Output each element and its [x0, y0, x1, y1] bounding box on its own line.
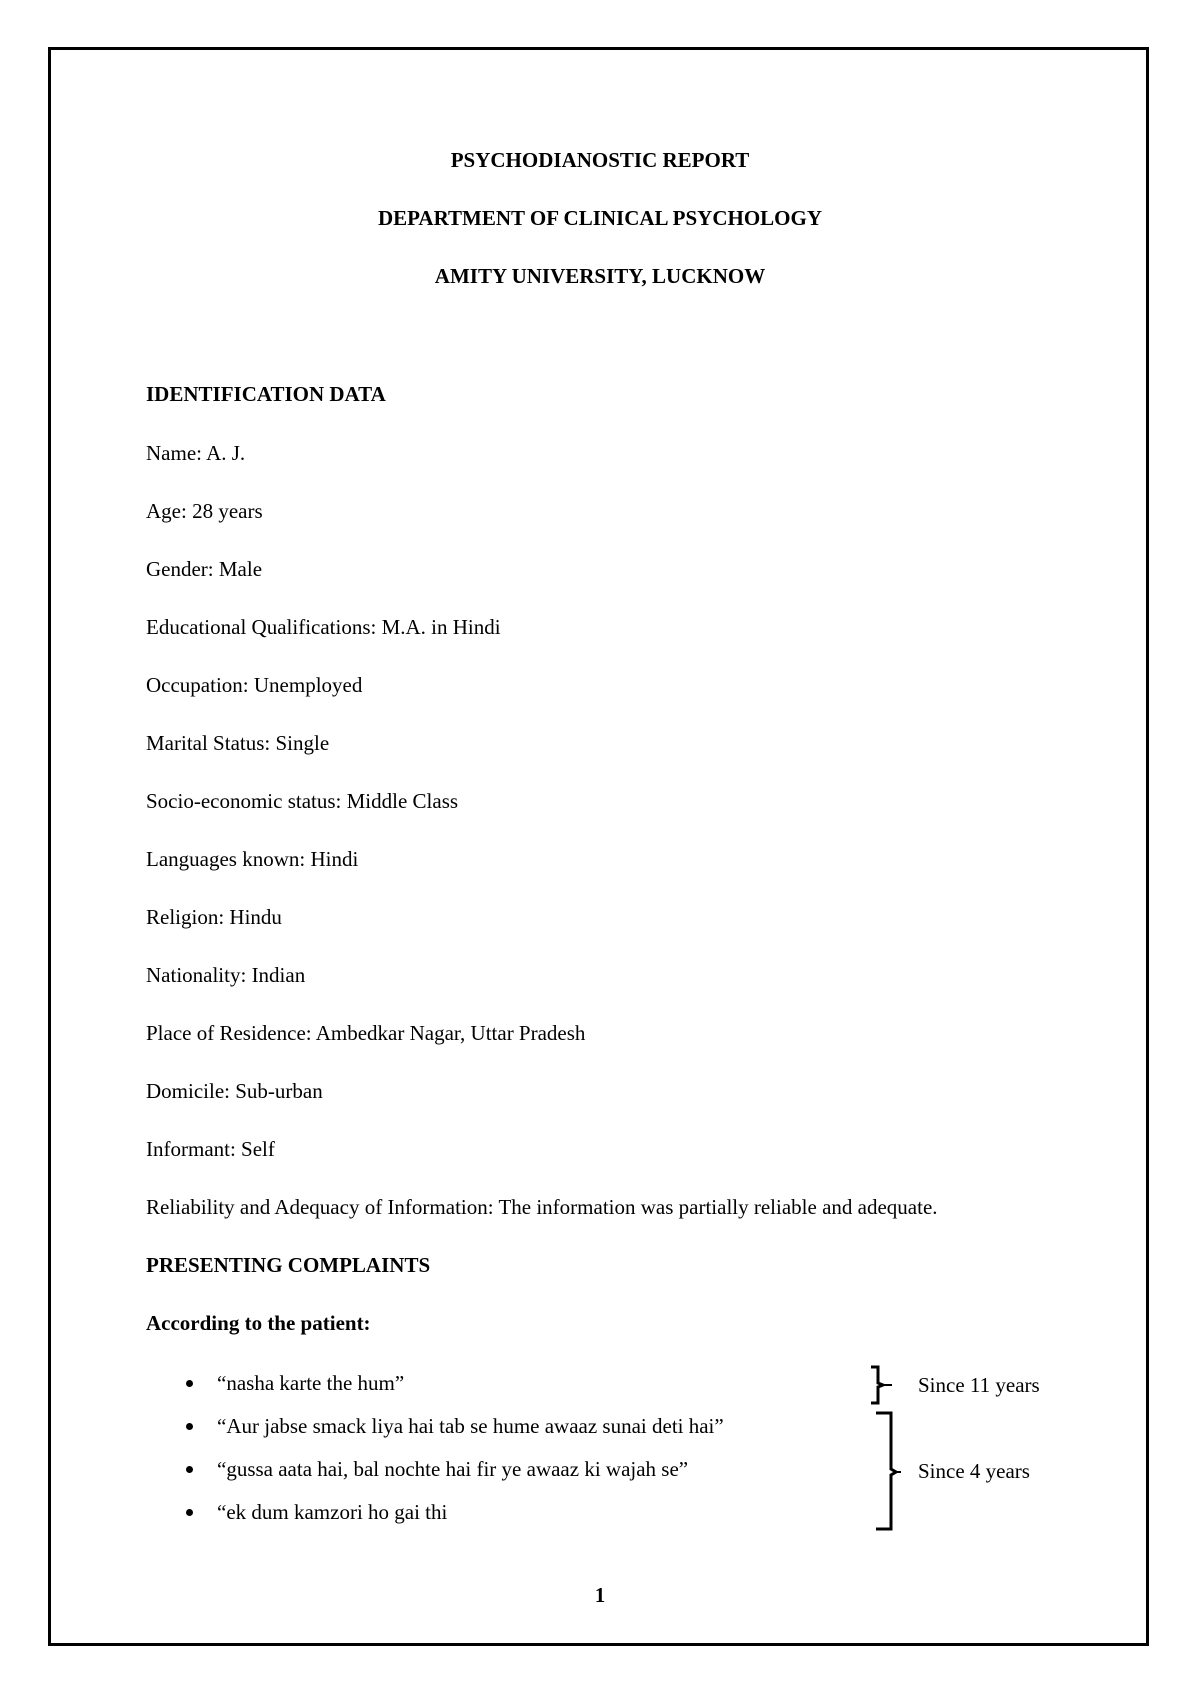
- field-informant: Informant: Self: [146, 1137, 275, 1161]
- duration-label: Since 4 years: [918, 1459, 1030, 1483]
- field-age: Age: 28 years: [146, 499, 263, 523]
- field-gender: Gender: Male: [146, 557, 263, 581]
- field-domicile: Domicile: Sub-urban: [146, 1079, 323, 1103]
- complaints-subheading: According to the patient:: [146, 1311, 371, 1335]
- complaint-item: “ek dum kamzori ho gai thi: [217, 1500, 448, 1524]
- department-name: DEPARTMENT OF CLINICAL PSYCHOLOGY: [377, 206, 822, 230]
- large-brace-icon: [873, 1411, 905, 1531]
- complaint-item: “gussa aata hai, bal nochte hai fir ye awaaz ki wajah se”: [217, 1457, 689, 1481]
- field-occupation: Occupation: Unemployed: [146, 673, 363, 697]
- field-education: Educational Qualifications: M.A. in Hindi: [146, 615, 501, 639]
- field-socio-economic-status: Socio-economic status: Middle Class: [146, 789, 459, 813]
- identification-heading: IDENTIFICATION DATA: [146, 382, 386, 406]
- field-residence: Place of Residence: Ambedkar Nagar, Uttar Pradesh: [146, 1021, 586, 1045]
- field-languages: Languages known: Hindi: [146, 847, 359, 871]
- complaints-heading: PRESENTING COMPLAINTS: [146, 1253, 431, 1277]
- bullet-icon: [186, 1509, 193, 1516]
- complaint-item: “Aur jabse smack liya hai tab se hume awaaz sunai deti hai”: [217, 1414, 724, 1438]
- field-nationality: Nationality: Indian: [146, 963, 306, 987]
- bullet-icon: [186, 1466, 193, 1473]
- field-marital-status: Marital Status: Single: [146, 731, 330, 755]
- institution-name: AMITY UNIVERSITY, LUCKNOW: [434, 264, 766, 288]
- small-brace-icon: [868, 1365, 900, 1405]
- page-number: 1: [594, 1583, 606, 1607]
- bullet-icon: [186, 1423, 193, 1430]
- bullet-icon: [186, 1380, 193, 1387]
- field-name: Name: A. J.: [146, 441, 246, 465]
- report-title: PSYCHODIANOSTIC REPORT: [450, 148, 750, 172]
- duration-label: Since 11 years: [918, 1373, 1040, 1397]
- complaint-item: “nasha karte the hum”: [217, 1371, 405, 1395]
- field-reliability: Reliability and Adequacy of Information: The information was partially reliable and adequate.: [146, 1195, 938, 1219]
- field-religion: Religion: Hindu: [146, 905, 282, 929]
